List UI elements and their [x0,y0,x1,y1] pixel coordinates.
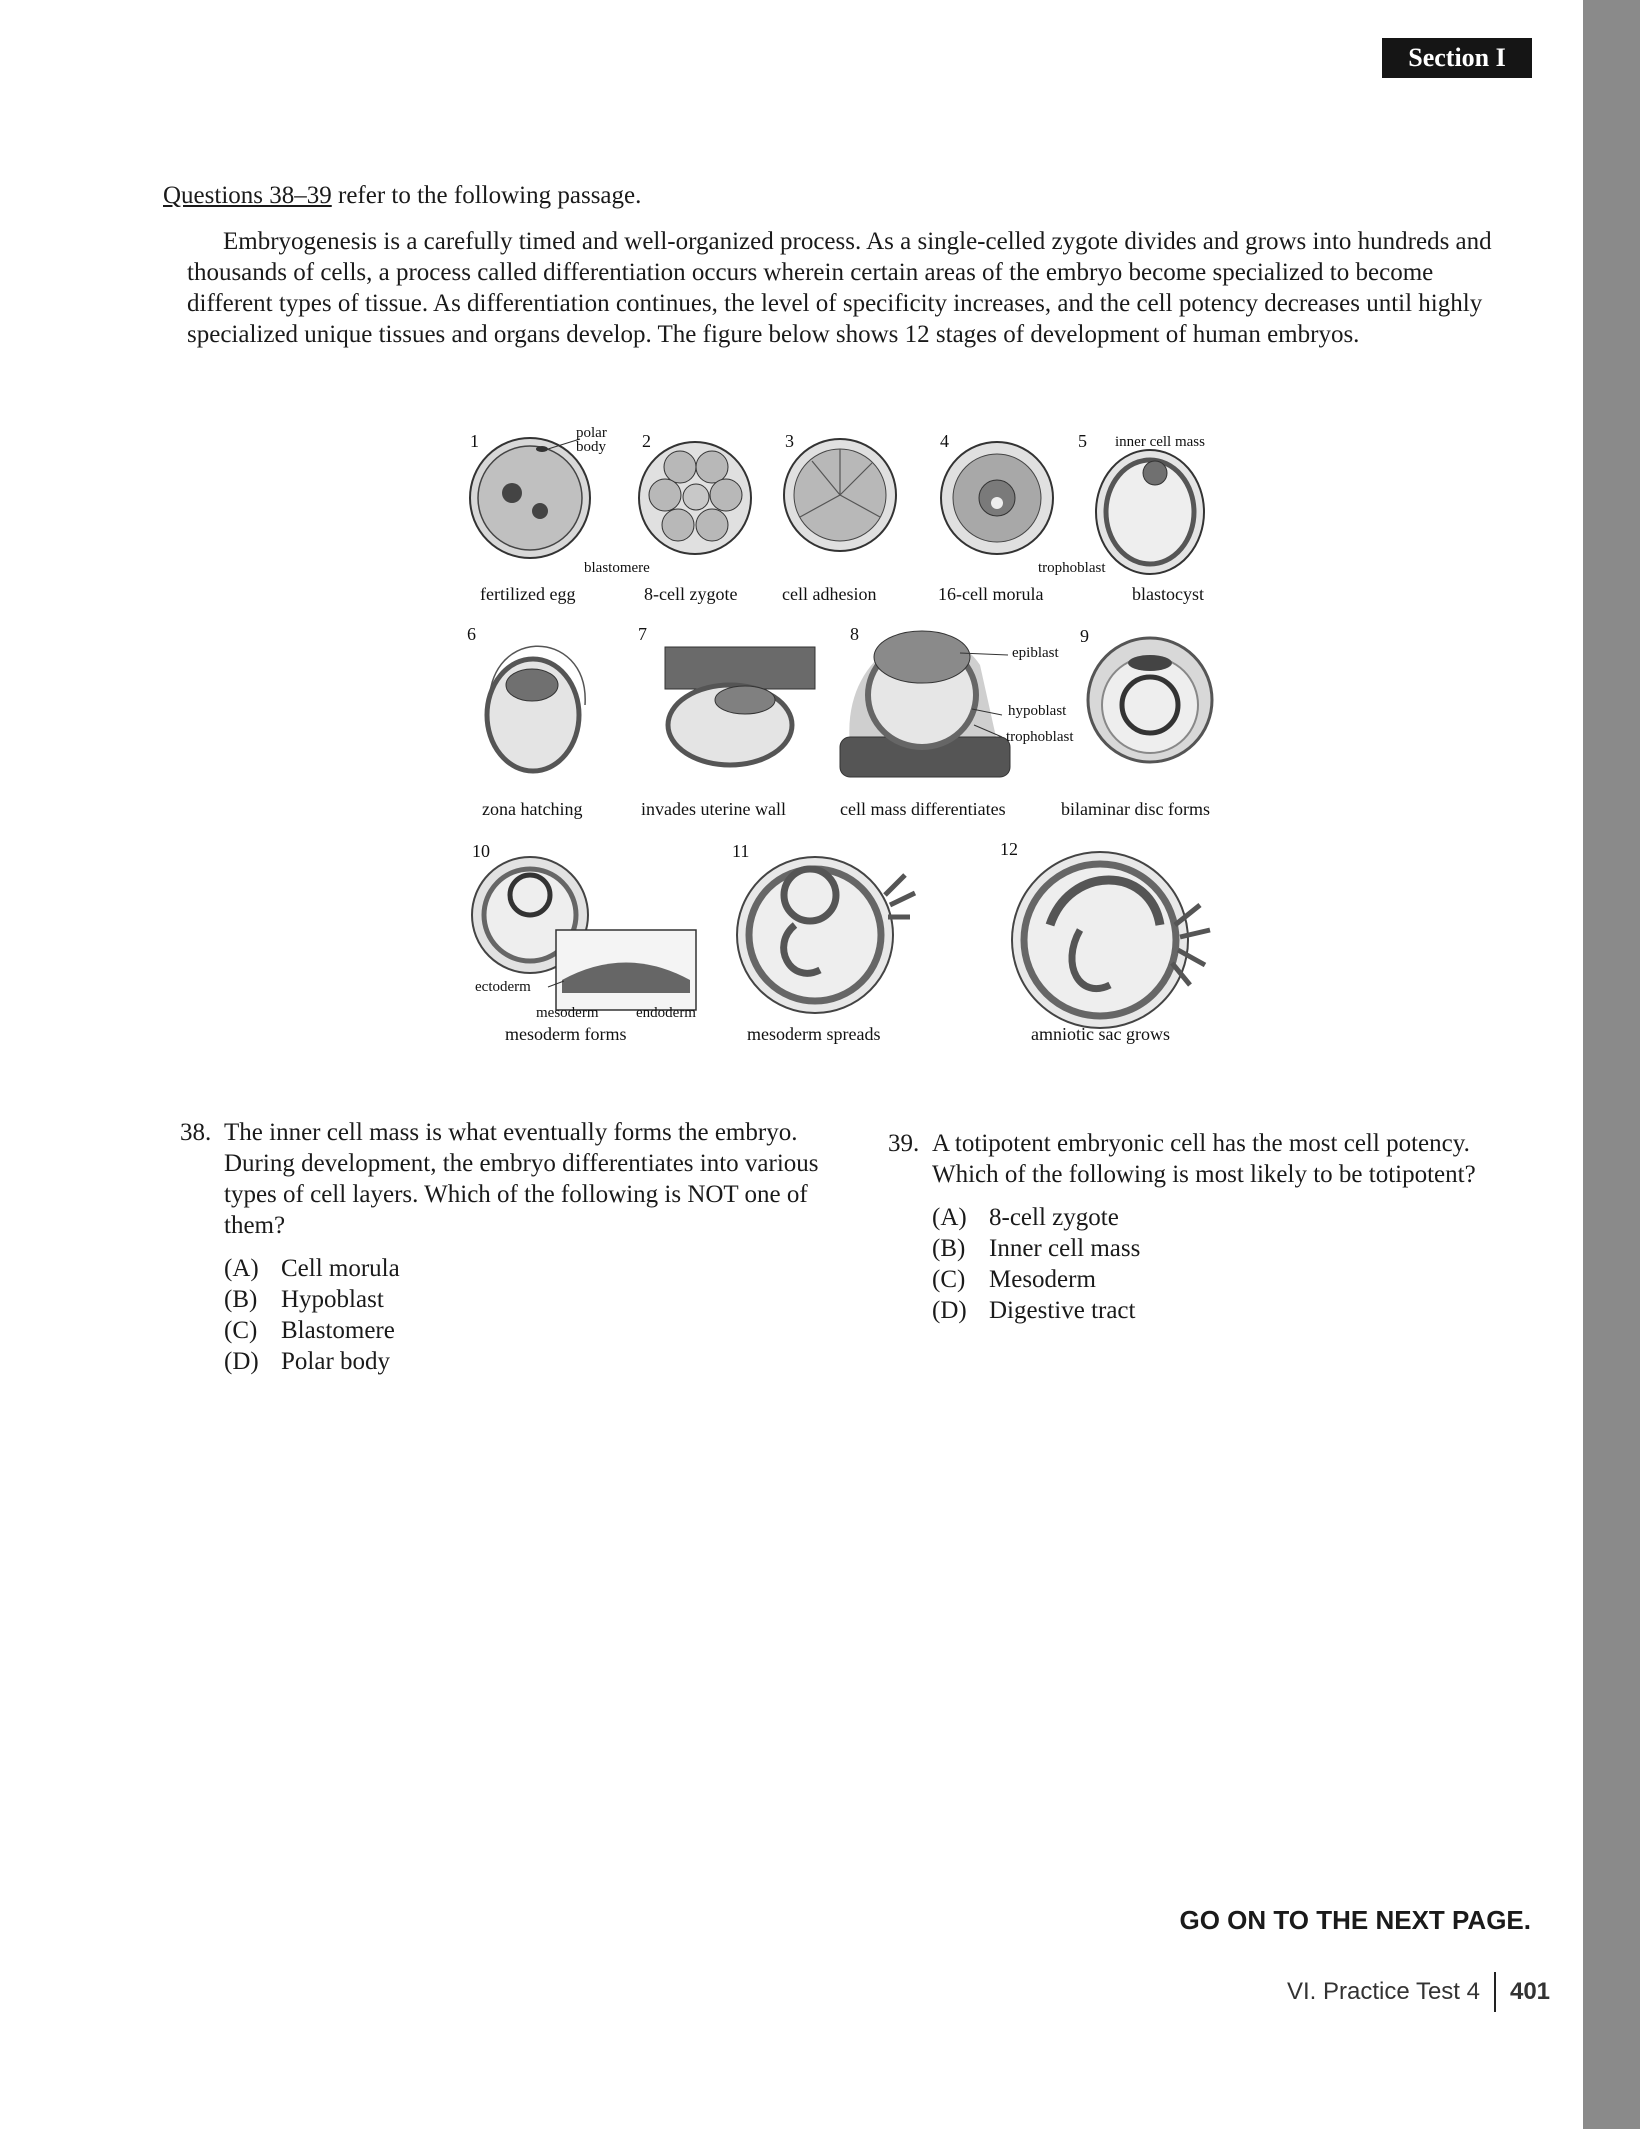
embryo-stages-figure [460,425,1250,1055]
caption-invades-uterine-wall: invades uterine wall [641,799,786,819]
label-mesoderm: mesoderm [536,1005,599,1021]
caption-fertilized-egg: fertilized egg [480,584,576,604]
choice-label: (D) [224,1348,259,1375]
caption-cell-adhesion: cell adhesion [782,584,877,604]
label-inner-cell-mass: inner cell mass [1115,434,1205,450]
choice-text: Cell morula [281,1255,400,1282]
stage-5-illustration [1096,450,1204,574]
choice-label: (C) [224,1317,258,1344]
label-blastomere: blastomere [584,560,650,576]
stage-4-illustration [941,442,1053,554]
passage-text: Embryogenesis is a carefully timed and well-organized process. As a single-celled zygote divides and grows into hundreds and thousands of cells, a process called differentiation occurs wherein certain areas of the embryo become specialized to become different types of tissue. As differentiation continues, the level of specificity increases, and the cell potency decreases until highly specialized unique tissues and organs develop. The figure below shows 12 stages of development of human embryos. [187,228,1492,348]
label-ectoderm: ectoderm [475,979,531,995]
question-38 [180,1117,830,1377]
choice-label: (B) [224,1286,258,1313]
choice-label: (B) [932,1235,966,1262]
stage-number: 9 [1080,626,1089,646]
label-trophoblast: trophoblast [1038,560,1106,576]
choice-text: 8-cell zygote [989,1204,1119,1231]
label-polar: polar [576,425,607,441]
stage-number: 1 [470,431,479,451]
stage-number: 4 [940,431,949,451]
caption-mesoderm-spreads: mesoderm spreads [747,1024,881,1044]
footer-divider [1494,1972,1496,2012]
caption-zona-hatching: zona hatching [482,799,583,819]
stage-3-illustration [784,439,896,551]
choice-text: Hypoblast [281,1286,384,1313]
stage-number: 7 [638,624,647,644]
caption-mesoderm-forms: mesoderm forms [505,1024,627,1044]
stage-6-illustration [487,646,585,771]
answer-choices [224,1253,830,1377]
stage-9-illustration [1088,638,1212,762]
stage-number: 11 [732,841,750,861]
answer-choices [932,1202,1518,1326]
stage-number: 5 [1078,431,1087,451]
choice-c[interactable] [932,1264,1518,1295]
choice-a[interactable] [224,1253,830,1284]
choice-label: (C) [932,1266,966,1293]
caption-cell-mass-differentiates: cell mass differentiates [840,799,1006,819]
choice-b[interactable] [932,1233,1518,1264]
label-trophoblast-2: trophoblast [1006,729,1074,745]
choice-text: Inner cell mass [989,1235,1141,1262]
choice-text: Mesoderm [989,1266,1096,1293]
section-badge: Section I [1382,38,1532,78]
question-stem: A totipotent embryonic cell has the most cell potency. Which of the following is most likely to be totipotent? [932,1130,1476,1188]
stage-7-illustration [665,647,815,765]
stage-1-illustration [470,438,590,558]
choice-text: Digestive tract [989,1297,1136,1324]
stage-8-illustration [840,631,1010,777]
stage-number: 12 [1000,839,1018,859]
choice-label: (A) [932,1204,967,1231]
caption-amniotic-sac-grows: amniotic sac grows [1031,1024,1170,1044]
page-number: 401 [1509,1978,1551,2005]
stage-number: 2 [642,431,651,451]
choice-a[interactable] [932,1202,1518,1233]
go-on-next-page: GO ON TO THE NEXT PAGE. [1179,1905,1531,1935]
stage-number: 8 [850,624,859,644]
caption-bilaminar-disc-forms: bilaminar disc forms [1061,799,1210,819]
question-stem: The inner cell mass is what eventually forms the embryo. During development, the embryo differentiates into various types of cell layers. Which of the following is NOT one of them? [224,1119,819,1239]
question-39 [888,1128,1518,1326]
label-epiblast: epiblast [1012,645,1059,661]
caption-16-cell-morula: 16-cell morula [938,584,1044,604]
page-footer [1287,1972,1550,2012]
choice-d[interactable] [932,1295,1518,1326]
choice-text: Blastomere [281,1317,395,1344]
question-number: 39. [888,1130,920,1157]
choice-label: (A) [224,1255,259,1282]
stage-number: 3 [785,431,794,451]
label-endoderm: endoderm [636,1005,696,1021]
caption-8-cell-zygote: 8-cell zygote [644,584,738,604]
caption-blastocyst: blastocyst [1132,584,1204,604]
choice-b[interactable] [224,1284,830,1315]
questions-reference: Questions 38–39 [163,182,332,209]
side-gray-bar [1583,0,1640,2129]
label-body: body [576,439,606,455]
choice-c[interactable] [224,1315,830,1346]
intro-rest: refer to the following passage. [331,182,642,209]
chapter-label: VI. Practice Test 4 [1287,1978,1480,2005]
stage-2-illustration [639,442,751,554]
stage-11-illustration [737,857,915,1013]
passage-intro [163,182,641,210]
choice-label: (D) [932,1297,967,1324]
stage-number: 10 [472,841,490,861]
stage-number: 6 [467,624,476,644]
question-number: 38. [180,1119,212,1146]
choice-d[interactable] [224,1346,830,1377]
choice-text: Polar body [281,1348,391,1375]
stage-12-illustration [1012,852,1210,1028]
label-hypoblast: hypoblast [1008,703,1067,719]
